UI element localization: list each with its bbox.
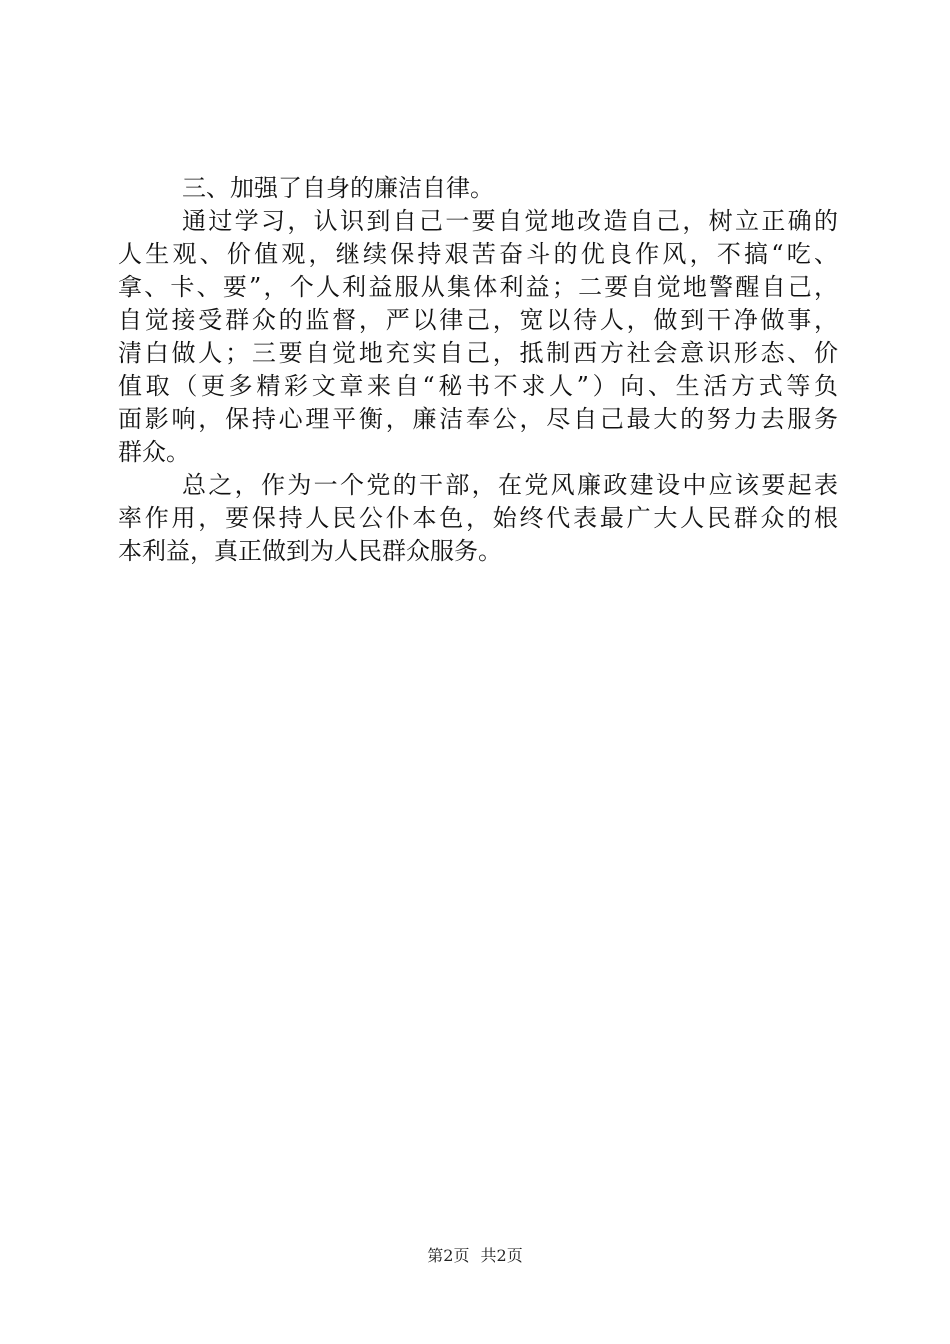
paragraph-line: 值取（更多精彩文章来自“秘书不求人”）向、生活方式等负 (118, 372, 838, 400)
paragraph-line: 本利益，真正做到为人民群众服务。 (118, 537, 502, 565)
paragraph-line: 群众。 (118, 438, 190, 466)
paragraph-line: 人生观、价值观，继续保持艰苦奋斗的优良作风，不搞“吃、 (118, 240, 838, 268)
paragraph-conclusion (118, 469, 838, 568)
paragraph-line: 三、加强了自身的廉洁自律。 (182, 174, 494, 202)
paragraph-line: 面影响，保持心理平衡，廉洁奉公，尽自己最大的努力去服务 (118, 405, 838, 433)
paragraph-line: 自觉接受群众的监督，严以律己，宽以待人，做到干净做事， (118, 306, 838, 334)
paragraph-line: 率作用，要保持人民公仆本色，始终代表最广大人民群众的根 (118, 504, 838, 532)
paragraph-line: 通过学习，认识到自己一要自觉地改造自己，树立正确的 (182, 207, 838, 235)
page-number: 第2页 (427, 1246, 470, 1265)
paragraph-heading (118, 172, 838, 205)
page-total: 共2页 (480, 1246, 523, 1265)
page-footer (0, 1244, 950, 1268)
paragraph-line: 总之，作为一个党的干部，在党风廉政建设中应该要起表 (182, 471, 838, 499)
paragraph-study (118, 205, 838, 469)
paragraph-line: 拿、卡、要”，个人利益服从集体利益；二要自觉地警醒自己， (118, 273, 838, 301)
document-body (118, 172, 838, 568)
paragraph-line: 清白做人；三要自觉地充实自己，抵制西方社会意识形态、价 (118, 339, 838, 367)
